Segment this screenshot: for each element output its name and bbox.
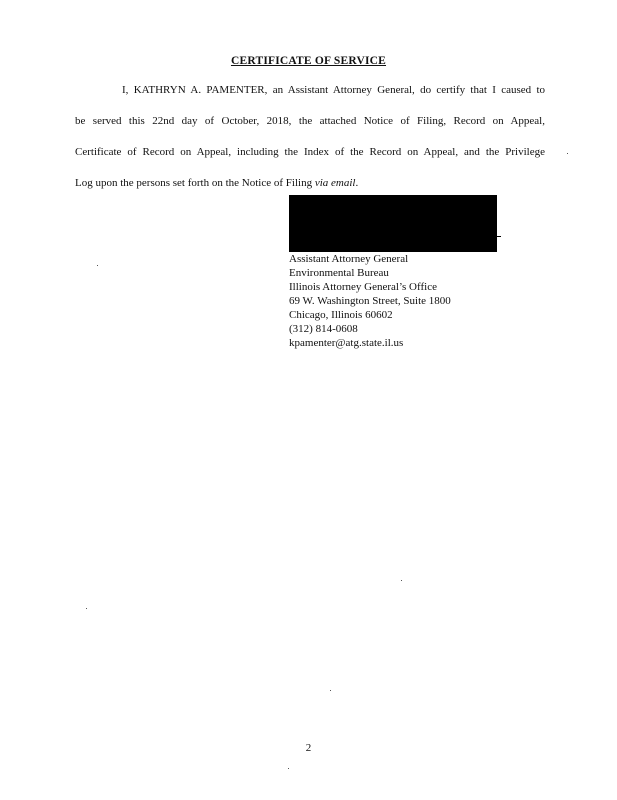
signature-line xyxy=(497,236,501,237)
scan-speck xyxy=(330,690,331,691)
signer-city: Chicago, Illinois 60602 xyxy=(289,309,393,321)
paragraph-line-4-end: . xyxy=(355,177,359,189)
signer-email: kpamenter@atg.state.il.us xyxy=(289,337,404,349)
paragraph-line-2: be served this 22nd day of October, 2018, the attached Notice of Filing, Record on Appeal, xyxy=(75,115,545,127)
document-title: CERTIFICATE OF SERVICE xyxy=(230,55,387,67)
signature-block xyxy=(289,252,451,350)
signer-street: 69 W. Washington Street, Suite 1800 xyxy=(289,295,451,307)
paragraph-line-3: Certificate of Record on Appeal, including the Index of the Record on Appeal, and the Privilege xyxy=(75,146,545,158)
page-number: 2 xyxy=(305,742,312,754)
service-method: via email xyxy=(314,177,356,189)
signer-phone: (312) 814-0608 xyxy=(289,323,358,335)
scan-speck xyxy=(97,265,98,266)
scan-speck xyxy=(86,608,87,609)
scan-speck xyxy=(288,768,289,769)
signer-bureau: Environmental Bureau xyxy=(289,267,389,279)
paragraph-line-4-text: Log upon the persons set forth on the Notice of Filing xyxy=(75,177,315,189)
scan-speck xyxy=(401,580,402,581)
certification-paragraph xyxy=(75,75,545,199)
redacted-signature xyxy=(289,195,497,252)
signer-title: Assistant Attorney General xyxy=(289,253,409,265)
paragraph-line-1: I, KATHRYN A. PAMENTER, an Assistant Attorney General, do certify that I caused to xyxy=(122,84,545,96)
scan-speck xyxy=(567,153,568,154)
signer-office: Illinois Attorney General’s Office xyxy=(289,281,437,293)
